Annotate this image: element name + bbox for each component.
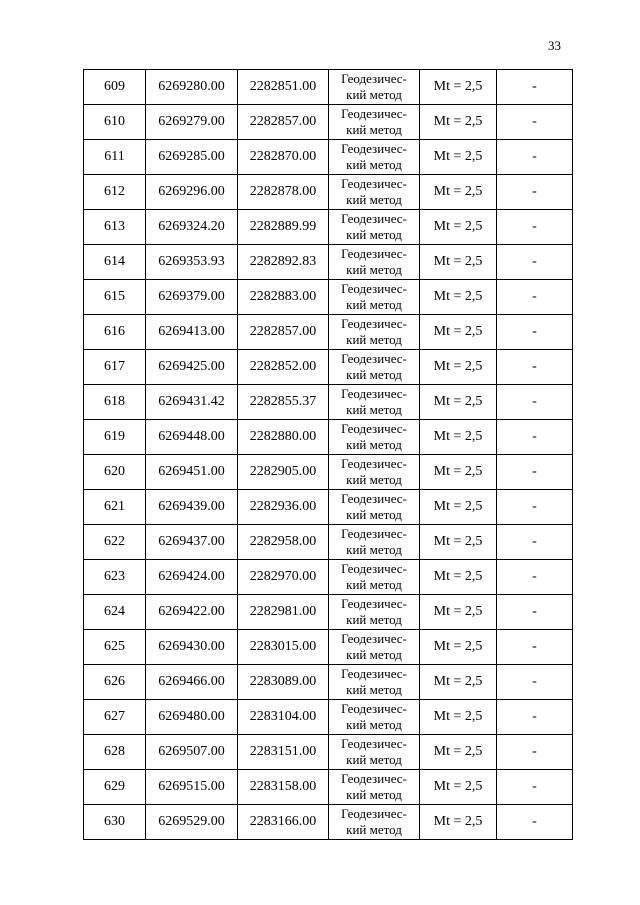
point-number-cell: 615 [84, 280, 146, 315]
note-cell: - [497, 665, 573, 700]
y-coordinate-cell: 2282958.00 [238, 525, 329, 560]
table-row [84, 280, 573, 315]
method-cell [329, 770, 420, 805]
accuracy-cell: Mt = 2,5 [420, 385, 497, 420]
point-number-cell: 629 [84, 770, 146, 805]
accuracy-cell: Mt = 2,5 [420, 175, 497, 210]
method-line2: кий метод [346, 157, 402, 172]
note-cell: - [497, 525, 573, 560]
accuracy-cell: Mt = 2,5 [420, 525, 497, 560]
method-line1: Геодезичес- [341, 491, 407, 506]
accuracy-cell: Mt = 2,5 [420, 665, 497, 700]
method-line1: Геодезичес- [341, 561, 407, 576]
note-cell: - [497, 560, 573, 595]
method-line2: кий метод [346, 227, 402, 242]
method-line2: кий метод [346, 332, 402, 347]
point-number-cell: 628 [84, 735, 146, 770]
note-cell: - [497, 70, 573, 105]
method-cell [329, 70, 420, 105]
y-coordinate-cell: 2282889.99 [238, 210, 329, 245]
point-number-cell: 630 [84, 805, 146, 840]
y-coordinate-cell: 2282851.00 [238, 70, 329, 105]
coordinates-table [83, 69, 573, 840]
y-coordinate-cell: 2282855.37 [238, 385, 329, 420]
note-cell: - [497, 280, 573, 315]
method-cell [329, 210, 420, 245]
method-line1: Геодезичес- [341, 141, 407, 156]
accuracy-cell: Mt = 2,5 [420, 245, 497, 280]
accuracy-cell: Mt = 2,5 [420, 735, 497, 770]
point-number-cell: 621 [84, 490, 146, 525]
accuracy-cell: Mt = 2,5 [420, 490, 497, 525]
method-line2: кий метод [346, 122, 402, 137]
method-line1: Геодезичес- [341, 701, 407, 716]
point-number-cell: 624 [84, 595, 146, 630]
table-row [84, 455, 573, 490]
x-coordinate-cell: 6269422.00 [146, 595, 238, 630]
method-cell [329, 385, 420, 420]
note-cell: - [497, 700, 573, 735]
method-line2: кий метод [346, 787, 402, 802]
method-line1: Геодезичес- [341, 421, 407, 436]
x-coordinate-cell: 6269507.00 [146, 735, 238, 770]
table-row [84, 525, 573, 560]
method-line2: кий метод [346, 87, 402, 102]
accuracy-cell: Mt = 2,5 [420, 805, 497, 840]
method-cell [329, 525, 420, 560]
x-coordinate-cell: 6269451.00 [146, 455, 238, 490]
method-line1: Геодезичес- [341, 386, 407, 401]
table-row [84, 70, 573, 105]
y-coordinate-cell: 2282936.00 [238, 490, 329, 525]
method-line2: кий метод [346, 612, 402, 627]
y-coordinate-cell: 2283158.00 [238, 770, 329, 805]
method-line2: кий метод [346, 262, 402, 277]
accuracy-cell: Mt = 2,5 [420, 630, 497, 665]
point-number-cell: 617 [84, 350, 146, 385]
table-row [84, 105, 573, 140]
y-coordinate-cell: 2282878.00 [238, 175, 329, 210]
note-cell: - [497, 455, 573, 490]
accuracy-cell: Mt = 2,5 [420, 280, 497, 315]
table-row [84, 770, 573, 805]
table-row [84, 140, 573, 175]
table-row [84, 490, 573, 525]
table-row [84, 735, 573, 770]
x-coordinate-cell: 6269431.42 [146, 385, 238, 420]
method-cell [329, 315, 420, 350]
x-coordinate-cell: 6269424.00 [146, 560, 238, 595]
table-row [84, 210, 573, 245]
note-cell: - [497, 315, 573, 350]
method-line1: Геодезичес- [341, 666, 407, 681]
method-cell [329, 420, 420, 455]
note-cell: - [497, 175, 573, 210]
method-line1: Геодезичес- [341, 211, 407, 226]
note-cell: - [497, 595, 573, 630]
y-coordinate-cell: 2283089.00 [238, 665, 329, 700]
method-line1: Геодезичес- [341, 456, 407, 471]
x-coordinate-cell: 6269529.00 [146, 805, 238, 840]
table-row [84, 630, 573, 665]
accuracy-cell: Mt = 2,5 [420, 560, 497, 595]
x-coordinate-cell: 6269437.00 [146, 525, 238, 560]
method-line2: кий метод [346, 437, 402, 452]
point-number-cell: 626 [84, 665, 146, 700]
y-coordinate-cell: 2282981.00 [238, 595, 329, 630]
method-line2: кий метод [346, 752, 402, 767]
note-cell: - [497, 350, 573, 385]
table-row [84, 560, 573, 595]
method-line1: Геодезичес- [341, 736, 407, 751]
point-number-cell: 620 [84, 455, 146, 490]
method-cell [329, 665, 420, 700]
method-cell [329, 735, 420, 770]
point-number-cell: 623 [84, 560, 146, 595]
method-line1: Геодезичес- [341, 526, 407, 541]
note-cell: - [497, 105, 573, 140]
accuracy-cell: Mt = 2,5 [420, 770, 497, 805]
y-coordinate-cell: 2283104.00 [238, 700, 329, 735]
note-cell: - [497, 630, 573, 665]
point-number-cell: 616 [84, 315, 146, 350]
point-number-cell: 613 [84, 210, 146, 245]
x-coordinate-cell: 6269439.00 [146, 490, 238, 525]
y-coordinate-cell: 2283166.00 [238, 805, 329, 840]
note-cell: - [497, 385, 573, 420]
note-cell: - [497, 420, 573, 455]
method-line2: кий метод [346, 367, 402, 382]
method-cell [329, 175, 420, 210]
point-number-cell: 609 [84, 70, 146, 105]
accuracy-cell: Mt = 2,5 [420, 455, 497, 490]
x-coordinate-cell: 6269413.00 [146, 315, 238, 350]
method-line2: кий метод [346, 542, 402, 557]
x-coordinate-cell: 6269480.00 [146, 700, 238, 735]
accuracy-cell: Mt = 2,5 [420, 420, 497, 455]
method-line2: кий метод [346, 472, 402, 487]
method-line1: Геодезичес- [341, 596, 407, 611]
table-row [84, 595, 573, 630]
method-line1: Геодезичес- [341, 106, 407, 121]
x-coordinate-cell: 6269379.00 [146, 280, 238, 315]
page-number: 33 [548, 38, 561, 53]
y-coordinate-cell: 2282883.00 [238, 280, 329, 315]
method-line2: кий метод [346, 822, 402, 837]
table-row [84, 700, 573, 735]
point-number-cell: 614 [84, 245, 146, 280]
note-cell: - [497, 140, 573, 175]
method-cell [329, 455, 420, 490]
x-coordinate-cell: 6269430.00 [146, 630, 238, 665]
table-row [84, 175, 573, 210]
x-coordinate-cell: 6269448.00 [146, 420, 238, 455]
method-line1: Геодезичес- [341, 71, 407, 86]
accuracy-cell: Mt = 2,5 [420, 350, 497, 385]
accuracy-cell: Mt = 2,5 [420, 210, 497, 245]
y-coordinate-cell: 2282857.00 [238, 315, 329, 350]
point-number-cell: 627 [84, 700, 146, 735]
method-cell [329, 805, 420, 840]
table-row [84, 315, 573, 350]
accuracy-cell: Mt = 2,5 [420, 105, 497, 140]
table-row [84, 385, 573, 420]
accuracy-cell: Mt = 2,5 [420, 140, 497, 175]
method-line1: Геодезичес- [341, 351, 407, 366]
method-cell [329, 630, 420, 665]
note-cell: - [497, 805, 573, 840]
method-cell [329, 245, 420, 280]
method-line1: Геодезичес- [341, 316, 407, 331]
point-number-cell: 625 [84, 630, 146, 665]
x-coordinate-cell: 6269353.93 [146, 245, 238, 280]
table-row [84, 420, 573, 455]
table-row [84, 350, 573, 385]
method-line2: кий метод [346, 682, 402, 697]
point-number-cell: 618 [84, 385, 146, 420]
x-coordinate-cell: 6269466.00 [146, 665, 238, 700]
y-coordinate-cell: 2283151.00 [238, 735, 329, 770]
method-cell [329, 560, 420, 595]
table-row [84, 245, 573, 280]
table-row [84, 665, 573, 700]
method-line2: кий метод [346, 577, 402, 592]
method-line1: Геодезичес- [341, 631, 407, 646]
x-coordinate-cell: 6269285.00 [146, 140, 238, 175]
method-line1: Геодезичес- [341, 281, 407, 296]
method-line2: кий метод [346, 717, 402, 732]
point-number-cell: 611 [84, 140, 146, 175]
x-coordinate-cell: 6269279.00 [146, 105, 238, 140]
method-cell [329, 350, 420, 385]
method-line2: кий метод [346, 507, 402, 522]
method-line1: Геодезичес- [341, 246, 407, 261]
method-line1: Геодезичес- [341, 176, 407, 191]
y-coordinate-cell: 2282857.00 [238, 105, 329, 140]
table-row [84, 805, 573, 840]
method-line1: Геодезичес- [341, 806, 407, 821]
method-cell [329, 140, 420, 175]
x-coordinate-cell: 6269296.00 [146, 175, 238, 210]
y-coordinate-cell: 2282852.00 [238, 350, 329, 385]
y-coordinate-cell: 2282892.83 [238, 245, 329, 280]
note-cell: - [497, 490, 573, 525]
method-line1: Геодезичес- [341, 771, 407, 786]
y-coordinate-cell: 2283015.00 [238, 630, 329, 665]
note-cell: - [497, 245, 573, 280]
method-cell [329, 490, 420, 525]
method-cell [329, 700, 420, 735]
note-cell: - [497, 735, 573, 770]
y-coordinate-cell: 2282905.00 [238, 455, 329, 490]
y-coordinate-cell: 2282870.00 [238, 140, 329, 175]
point-number-cell: 610 [84, 105, 146, 140]
x-coordinate-cell: 6269324.20 [146, 210, 238, 245]
method-cell [329, 105, 420, 140]
point-number-cell: 619 [84, 420, 146, 455]
method-line2: кий метод [346, 647, 402, 662]
accuracy-cell: Mt = 2,5 [420, 315, 497, 350]
accuracy-cell: Mt = 2,5 [420, 595, 497, 630]
y-coordinate-cell: 2282880.00 [238, 420, 329, 455]
y-coordinate-cell: 2282970.00 [238, 560, 329, 595]
note-cell: - [497, 770, 573, 805]
point-number-cell: 612 [84, 175, 146, 210]
method-cell [329, 595, 420, 630]
method-line2: кий метод [346, 297, 402, 312]
method-cell [329, 280, 420, 315]
point-number-cell: 622 [84, 525, 146, 560]
accuracy-cell: Mt = 2,5 [420, 70, 497, 105]
accuracy-cell: Mt = 2,5 [420, 700, 497, 735]
x-coordinate-cell: 6269280.00 [146, 70, 238, 105]
method-line2: кий метод [346, 192, 402, 207]
method-line2: кий метод [346, 402, 402, 417]
x-coordinate-cell: 6269425.00 [146, 350, 238, 385]
coordinates-table-body [84, 70, 573, 840]
note-cell: - [497, 210, 573, 245]
x-coordinate-cell: 6269515.00 [146, 770, 238, 805]
